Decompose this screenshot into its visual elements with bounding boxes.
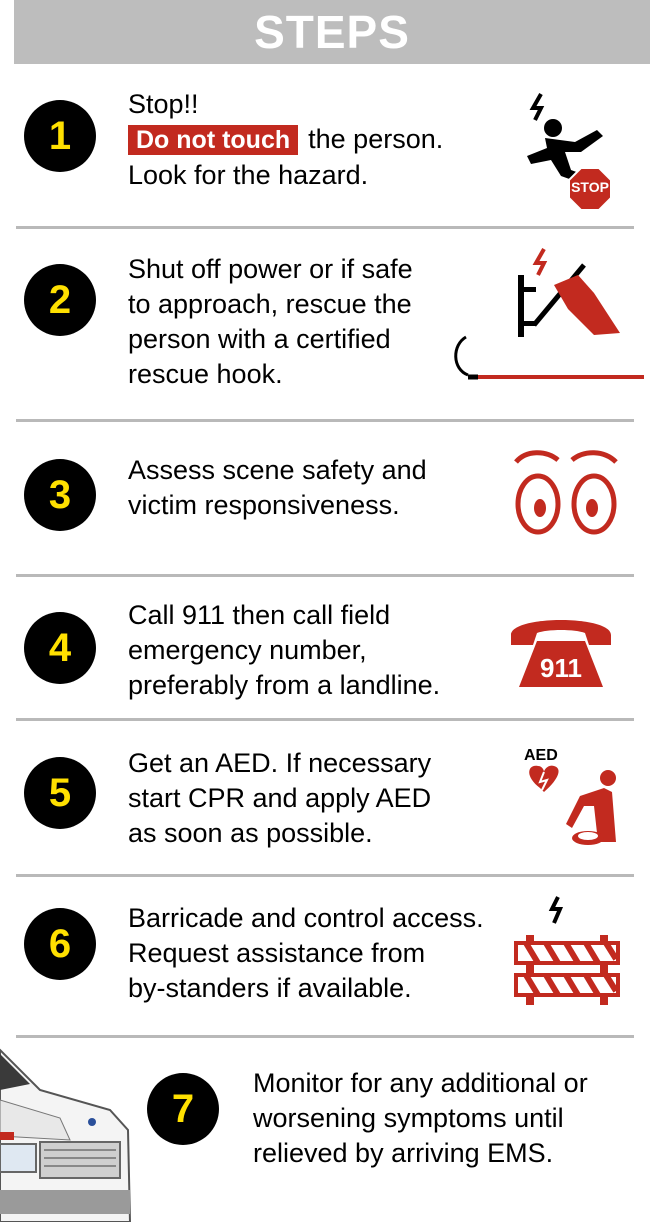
step-text-line: Call 911 then call field: [128, 600, 391, 630]
steps-header: [14, 0, 650, 64]
step-text-line: Barricade and control access.: [128, 903, 484, 933]
page-title: STEPS: [254, 6, 410, 58]
step-text-line: Look for the hazard.: [128, 160, 369, 190]
step-text-line: to approach, rescue the: [128, 289, 412, 319]
step-text-line: relieved by arriving EMS.: [253, 1138, 554, 1168]
aed-label: AED: [524, 747, 558, 764]
step-text: [128, 453, 427, 523]
step-text: [128, 252, 413, 392]
stop-sign-text: STOP: [571, 179, 609, 195]
divider: [16, 1035, 634, 1038]
barricade-icon: [512, 895, 622, 1010]
step-text: [128, 598, 440, 703]
divider: [16, 574, 634, 577]
electrocution-stop-icon: [505, 90, 625, 215]
step-number-badge: 6: [24, 908, 96, 980]
divider: [16, 718, 634, 721]
step-number-badge: 2: [24, 264, 96, 336]
step-text-line: Shut off power or if safe: [128, 254, 413, 284]
divider: [16, 874, 634, 877]
step-text-line: Stop!!: [128, 89, 199, 119]
step-text-line: person with a certified: [128, 324, 391, 354]
step-number-badge: 5: [24, 757, 96, 829]
rescue-hook-icon: [444, 245, 649, 390]
step-text-line: worsening symptoms until: [253, 1103, 564, 1133]
step-text: [253, 1066, 588, 1171]
do-not-touch-highlight: Do not touch: [128, 125, 298, 155]
step-text-line: Assess scene safety and: [128, 455, 427, 485]
step-text-line: rescue hook.: [128, 359, 283, 389]
step-number-badge: 1: [24, 100, 96, 172]
step-text: [128, 901, 484, 1006]
step-text-fragment: the person.: [308, 124, 444, 154]
step-text-line: emergency number,: [128, 635, 367, 665]
step-text-line: victim responsiveness.: [128, 490, 400, 520]
step-text-line: [128, 122, 443, 158]
step-number-badge: 4: [24, 612, 96, 684]
step-text-line: as soon as possible.: [128, 818, 373, 848]
step-text-line: by-standers if available.: [128, 973, 412, 1003]
step-text-line: Request assistance from: [128, 938, 426, 968]
telephone-911-icon: [505, 605, 617, 690]
step-text-line: Monitor for any additional or: [253, 1068, 588, 1098]
divider: [16, 419, 634, 422]
step-number-badge: 7: [147, 1073, 219, 1145]
step-text: [128, 87, 443, 193]
ambulance-icon: [0, 1040, 135, 1222]
step-text: [128, 746, 431, 851]
step-text-line: start CPR and apply AED: [128, 783, 432, 813]
divider: [16, 226, 634, 229]
phone-911-text: 911: [540, 653, 582, 683]
step-text-line: Get an AED. If necessary: [128, 748, 432, 778]
step-number-badge: 3: [24, 459, 96, 531]
step-text-line: preferably from a landline.: [128, 670, 441, 700]
aed-cpr-icon: [520, 742, 625, 850]
eyes-icon: [510, 448, 625, 538]
